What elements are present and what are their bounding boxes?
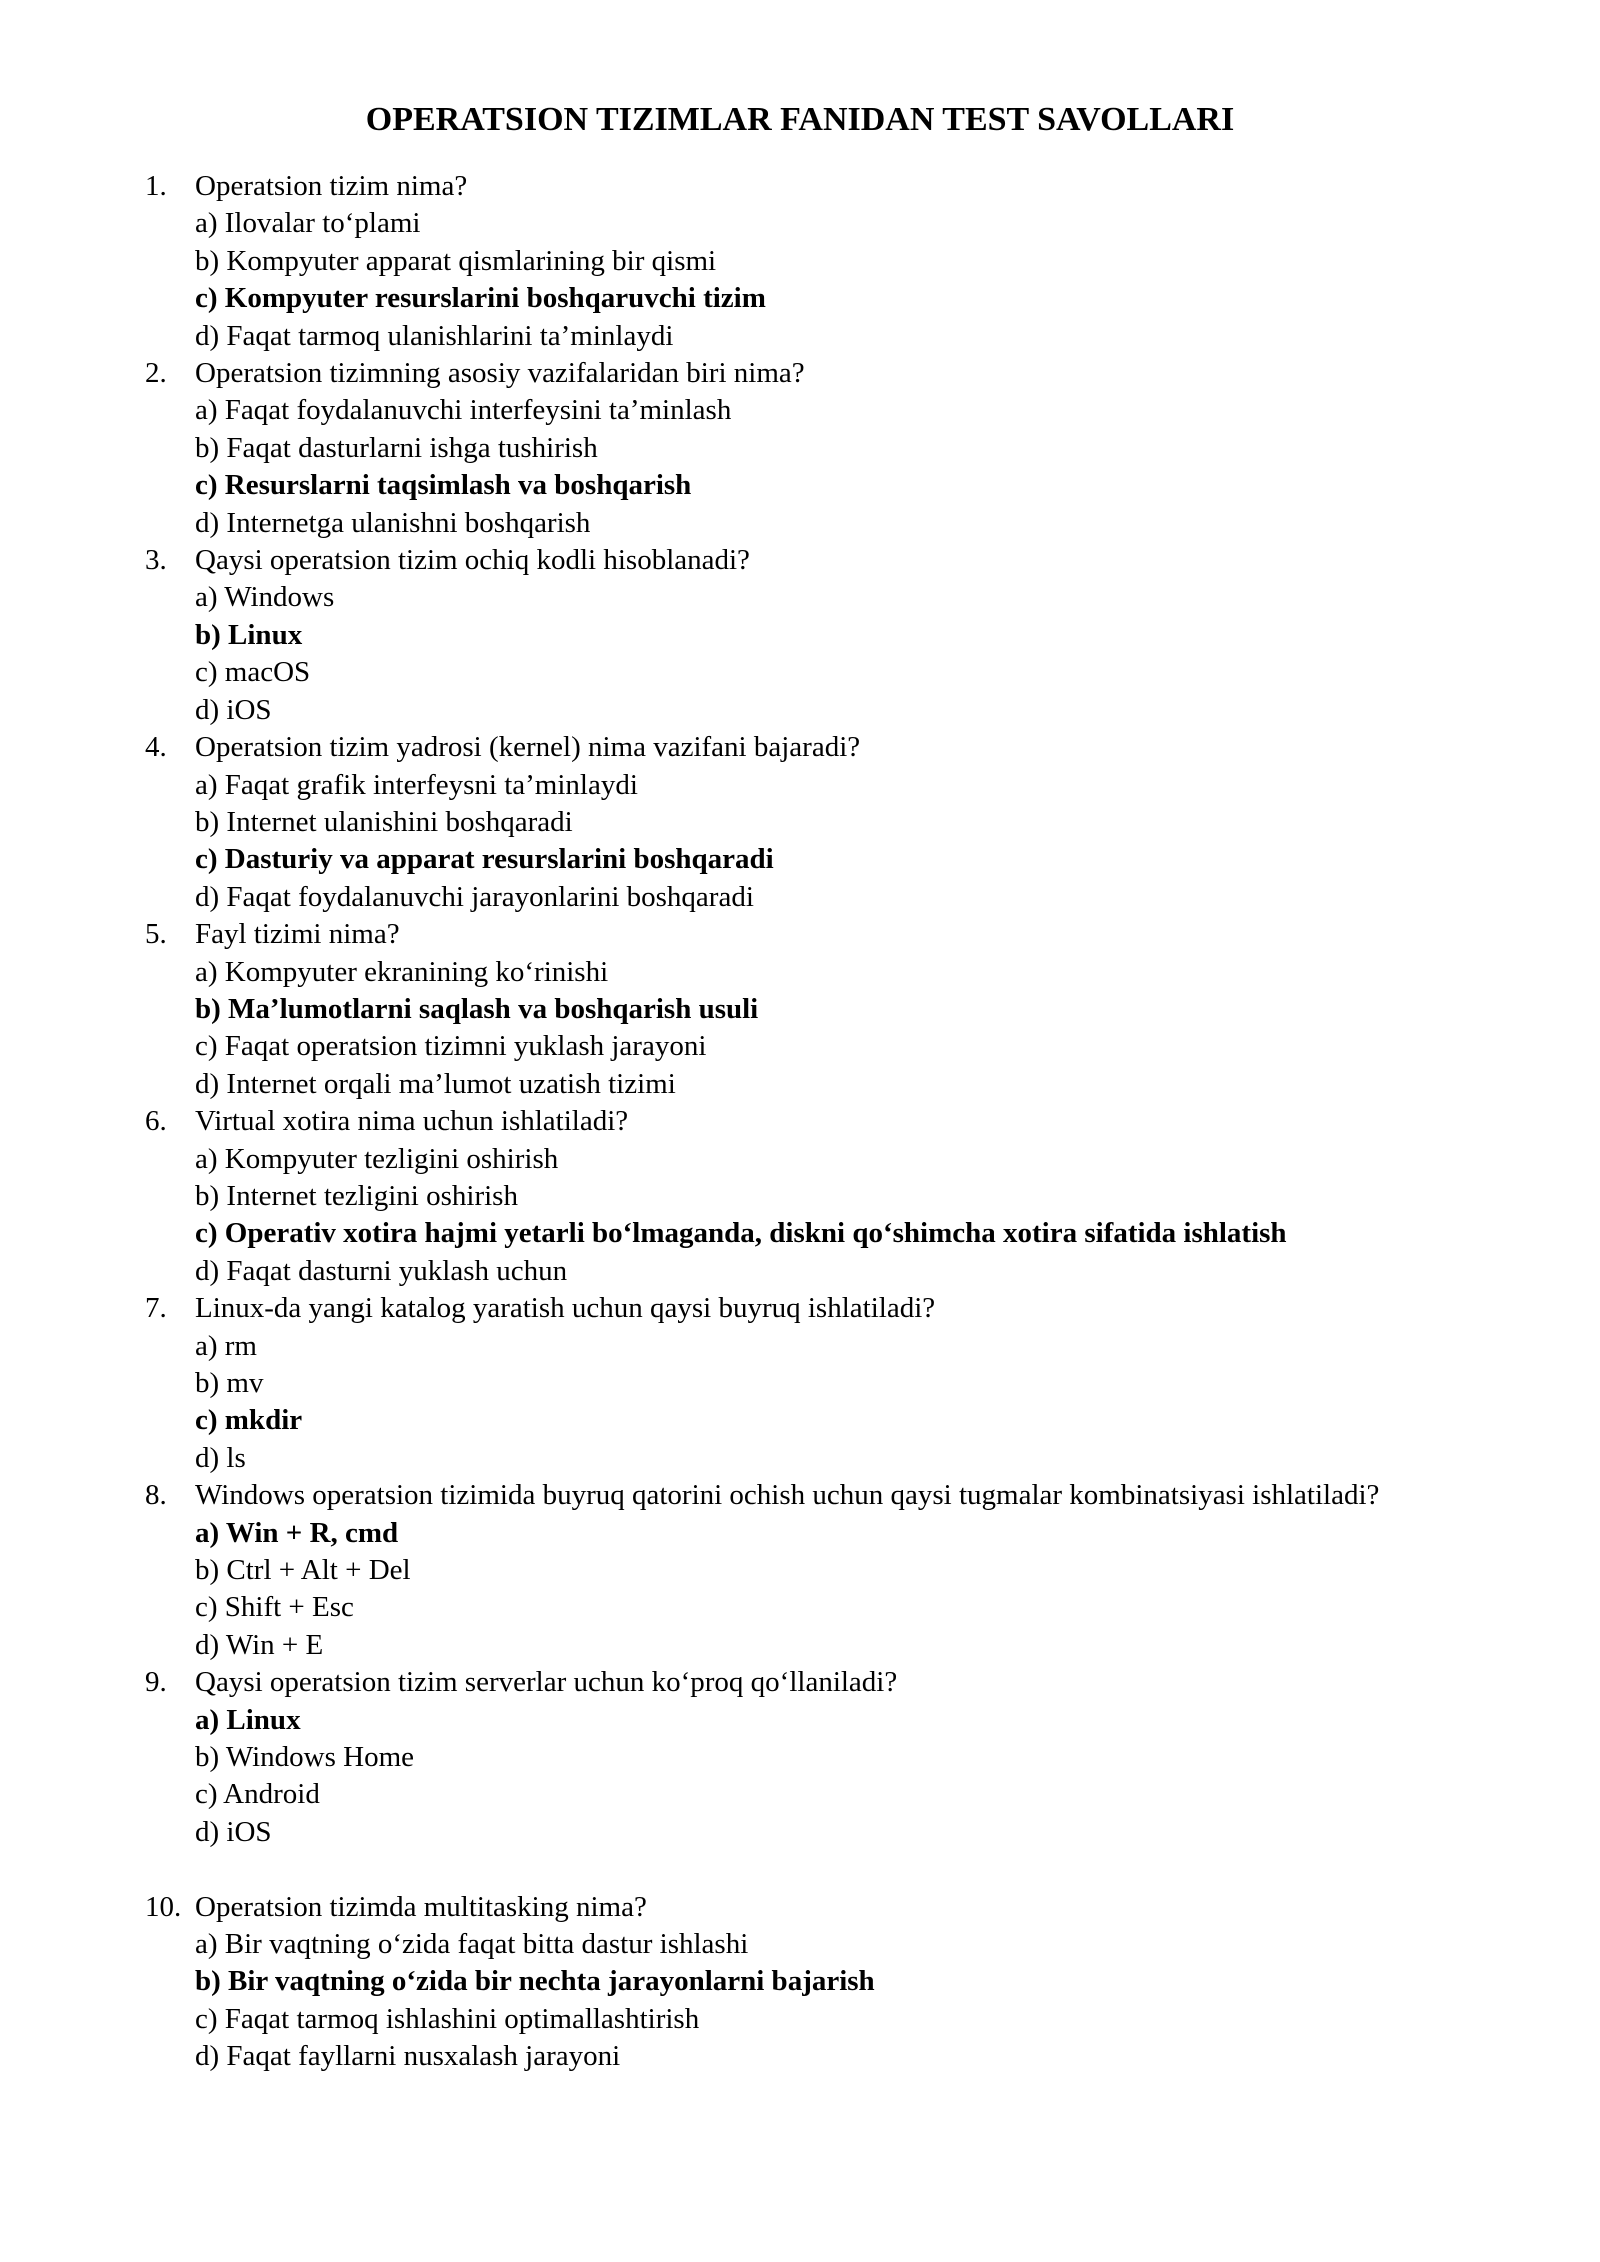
answer-option: a) Windows	[195, 581, 335, 614]
answer-options	[195, 1926, 1410, 2076]
answer-options	[195, 767, 1410, 917]
answer-options	[195, 579, 1410, 729]
correct-answer-option: b) Bir vaqtning o‘zida bir nechta jarayonlarni bajarish	[195, 1965, 875, 1998]
answer-option: c) Shift + Esc	[195, 1591, 354, 1624]
answer-option: d) iOS	[195, 1815, 272, 1848]
question-item	[0, 1664, 1600, 1851]
correct-answer-option: a) Linux	[195, 1703, 301, 1736]
answer-option: b) Faqat dasturlarni ishga tushirish	[195, 431, 598, 464]
question-text: Windows operatsion tizimida buyruq qatorini ochish uchun qaysi tugmalar kombinatsiyasi ishlatiladi?	[195, 1479, 1380, 1512]
answer-option: b) Ctrl + Alt + Del	[195, 1554, 411, 1587]
answer-option: d) Faqat fayllarni nusxalash jarayoni	[195, 2040, 621, 2073]
answer-option: c) Android	[195, 1778, 320, 1811]
answer-option: c) macOS	[195, 656, 311, 689]
correct-answer-option: c) Operativ xotira hajmi yetarli bo‘lmaganda, diskni qo‘shimcha xotira sifatida ishlatish	[195, 1217, 1287, 1250]
question-number: 9.	[145, 1666, 167, 1699]
answer-option: d) Faqat dasturni yuklash uchun	[195, 1254, 568, 1287]
correct-answer-option: b) Ma’lumotlarni saqlash va boshqarish usuli	[195, 992, 759, 1025]
question-number: 1.	[145, 170, 167, 202]
question-item	[0, 1477, 1600, 1664]
answer-option: b) mv	[195, 1367, 264, 1399]
answer-options	[195, 392, 1410, 542]
question-text: Operatsion tizimda multitasking nima?	[195, 1890, 647, 1923]
answer-options	[195, 954, 1410, 1104]
answer-options	[195, 1515, 1410, 1665]
question-item	[0, 1103, 1600, 1290]
answer-option: b) Internet tezligini oshirish	[195, 1179, 518, 1212]
answer-option: a) Faqat foydalanuvchi interfeysini ta’minlash	[195, 394, 732, 427]
correct-answer-option: c) Kompyuter resurslarini boshqaruvchi tizim	[195, 282, 766, 315]
correct-answer-option: c) mkdir	[195, 1404, 303, 1437]
question-text: Virtual xotira nima uchun ishlatiladi?	[195, 1105, 629, 1138]
question-number: 3.	[145, 544, 167, 577]
answer-option: d) Internetga ulanishni boshqarish	[195, 506, 591, 539]
answer-option: a) Kompyuter ekranining ko‘rinishi	[195, 955, 609, 988]
question-text: Operatsion tizim yadrosi (kernel) nima vazifani bajaradi?	[195, 731, 861, 764]
answer-options	[195, 205, 1410, 355]
question-number: 4.	[145, 731, 167, 764]
correct-answer-option: c) Resurslarni taqsimlash va boshqarish	[195, 469, 692, 502]
question-text: Qaysi operatsion tizim serverlar uchun ko‘proq qo‘llaniladi?	[195, 1666, 898, 1699]
question-number: 8.	[145, 1479, 167, 1512]
answer-option: a) Bir vaqtning o‘zida faqat bitta dastur ishlashi	[195, 1928, 749, 1961]
answer-option: d) iOS	[195, 693, 272, 726]
answer-option: b) Kompyuter apparat qismlarining bir qismi	[195, 244, 717, 277]
answer-option: d) Internet orqali ma’lumot uzatish tizimi	[195, 1067, 676, 1100]
answer-option: a) rm	[195, 1329, 257, 1362]
question-number: 5.	[145, 918, 167, 951]
answer-options	[195, 1702, 1410, 1852]
question-text: Operatsion tizimning asosiy vazifalaridan biri nima?	[195, 357, 805, 390]
question-number: 10.	[145, 1890, 182, 1923]
question-text: Operatsion tizim nima?	[195, 170, 468, 202]
question-item	[0, 1290, 1600, 1477]
answer-option: d) ls	[195, 1441, 246, 1474]
question-item	[0, 168, 1600, 355]
answer-option: a) Kompyuter tezligini oshirish	[195, 1142, 559, 1175]
answer-option: d) Faqat tarmoq ulanishlarini ta’minlaydi	[195, 319, 674, 352]
answer-options	[195, 1328, 1410, 1478]
question-item	[0, 916, 1600, 1103]
answer-option: b) Windows Home	[195, 1741, 415, 1774]
question-text: Qaysi operatsion tizim ochiq kodli hisoblanadi?	[195, 544, 750, 577]
question-text: Linux-da yangi katalog yaratish uchun qaysi buyruq ishlatiladi?	[195, 1292, 936, 1325]
answer-option: a) Faqat grafik interfeysni ta’minlaydi	[195, 768, 638, 801]
answer-option: c) Faqat tarmoq ishlashini optimallashtirish	[195, 2002, 700, 2035]
correct-answer-option: a) Win + R, cmd	[195, 1516, 399, 1549]
answer-option: d) Win + E	[195, 1628, 324, 1661]
answer-option: b) Internet ulanishini boshqaradi	[195, 805, 573, 838]
question-item	[0, 355, 1600, 542]
question-number: 6.	[145, 1105, 167, 1138]
question-item	[0, 1889, 1600, 2076]
answer-options	[195, 1141, 1410, 1291]
question-list	[0, 168, 1600, 2076]
correct-answer-option: b) Linux	[195, 618, 303, 651]
document-title: OPERATSION TIZIMLAR FANIDAN TEST SAVOLLARI	[365, 101, 1235, 138]
correct-answer-option: c) Dasturiy va apparat resurslarini boshqaradi	[195, 843, 774, 876]
answer-option: a) Ilovalar to‘plami	[195, 207, 421, 240]
answer-option: c) Faqat operatsion tizimni yuklash jarayoni	[195, 1030, 707, 1063]
question-number: 2.	[145, 357, 167, 390]
answer-option: d) Faqat foydalanuvchi jarayonlarini boshqaradi	[195, 880, 754, 913]
question-item	[0, 542, 1600, 729]
question-text: Fayl tizimi nima?	[195, 918, 400, 951]
question-item	[0, 729, 1600, 916]
question-number: 7.	[145, 1292, 167, 1325]
